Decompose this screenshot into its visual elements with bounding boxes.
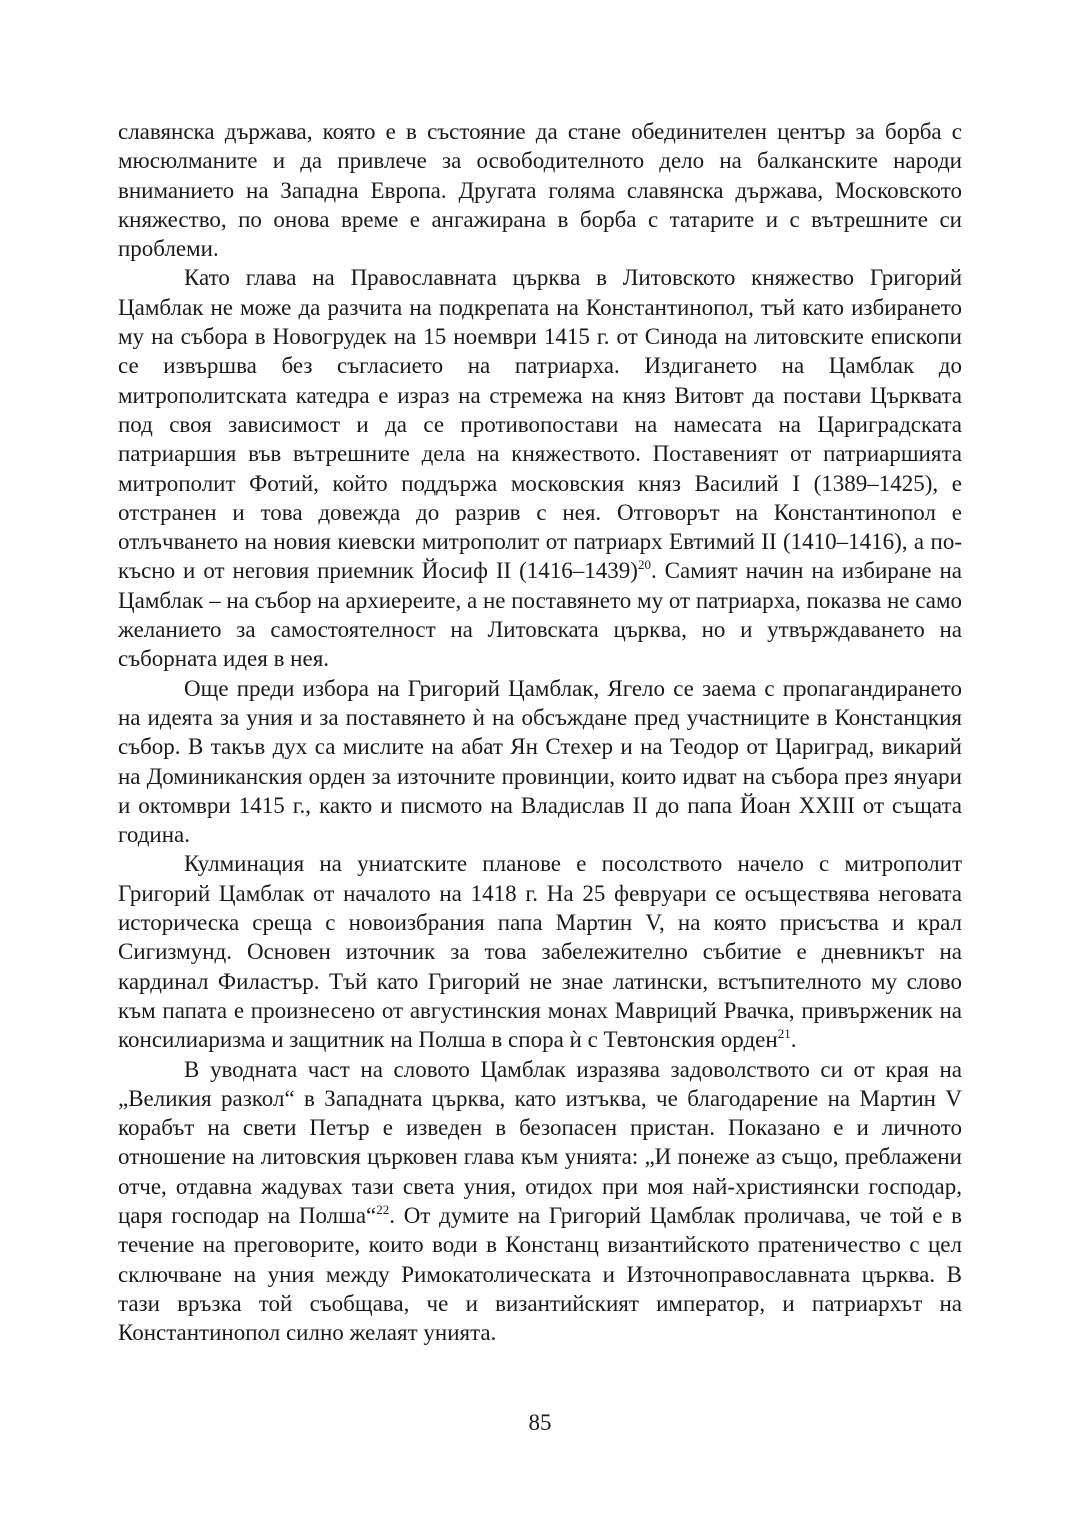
paragraph-2 <box>118 263 962 673</box>
body-text <box>118 117 962 1347</box>
paragraph-2-text-cont: . Самият начин на избиране на Цамблак – на събор на архиереите, а не поставянето му от патриарха, показва не само желанието за самостоятелност на Литовската църква, но и утвърждаването на съборната идея в нея. <box>118 558 962 672</box>
paragraph-5-text: В уводната част на словото Цамблак изразява задоволството си от края на „Великия разкол“ в Западната църква, като изтъква, че благодарение на Мартин V корабът на свети Петър е изведен в безопасен пристан. Показано е и личното отношение на литовския църковен глава към унията: „И понеже аз също, преблажени отче, отдавна жадувах тази света уния, отидох при моя най-християнски господар, царя господар на Полша“ <box>118 1056 962 1228</box>
paragraph-2-text: Като глава на Православната църква в Литовското княжество Григорий Цамблак не може да разчита на подкрепата на Константинопол, тъй като избирането му на събора в Новогрудек на 15 ноември 1415 г. от Синода на литовските епископи се извършва без съгласието на патриарха. Издигането на Цамблак до митрополитската катедра е израз на стремежа на княз Витовт да постави Църквата под своя зависимост и да се противопостави на намесата на Цариградската патриаршия във вътрешните дела на княжеството. Поставеният от патриаршията митрополит Фотий, който поддържа московския княз Василий I (1389–1425), е отстранен и това довежда до разрив с нея. Отговорът на Константинопол е отлъчването на новия киевски митрополит от патриарх Евтимий II (1410–1416), а по-късно и от неговия приемник Йосиф II (1416–1439) <box>118 265 962 584</box>
paragraph-5 <box>118 1055 962 1348</box>
paragraph-3-text: Още преди избора на Григорий Цамблак, Ягело се заема с пропагандирането на идеята за уния и за поставянето ѝ на обсъждане пред участниците в Констанцкия събор. В такъв дух са мислите на абат Ян Стехер и на Теодор от Цариград, викарий на Доминиканския орден за източните провинции, които идват на събора през януари и октомври 1415 г., както и писмото на Владислав II до папа Йоан XXIII от същата година. <box>118 675 962 848</box>
paragraph-4-text-cont: . <box>790 1027 797 1053</box>
paragraph-4 <box>118 849 962 1054</box>
paragraph-3 <box>118 674 962 850</box>
paragraph-1 <box>118 117 962 263</box>
footnote-ref-22: 22 <box>376 1201 390 1217</box>
paragraph-5-text-cont: . От думите на Григорий Цамблак проличава, че той е в течение на преговорите, които води в Констанц византийското пратеничество с цел сключване на уния между Римокатолическата и Източноправославната църква. В тази връзка той съобщава, че и византийският император, и патриархът на Константинопол силно желаят унията. <box>118 1202 962 1346</box>
paragraph-1-text: славянска държава, която е в състояние да стане обединителен център за борба с мюсюлманите и да привлече за освободителното дело на балканските народи вниманието на Западна Европа. Другата голяма славянска държава, Московското княжество, по онова време е ангажирана в борба с татарите и с вътрешните си проблеми. <box>118 119 962 262</box>
footnote-ref-21: 21 <box>777 1026 791 1042</box>
paragraph-4-text: Кулминация на униатските планове е посолството начело с митрополит Григорий Цамблак от началото на 1418 г. На 25 февруари се осъществява неговата историческа среща с новоизбрания папа Мартин V, на която присъства и крал Сигизмунд. Основен източник за това забележително събитие е дневникът на кардинал Филастър. Тъй като Григорий не знае латински, встъпителното му слово към папата е произнесено от августинския монах Мавриций Рвачка, привърженик на консилиаризма и защитник на Полша в спора ѝ с Тевтонския орден <box>118 851 962 1053</box>
page-number: 85 <box>528 1410 552 1435</box>
footnote-ref-20: 20 <box>637 557 651 573</box>
